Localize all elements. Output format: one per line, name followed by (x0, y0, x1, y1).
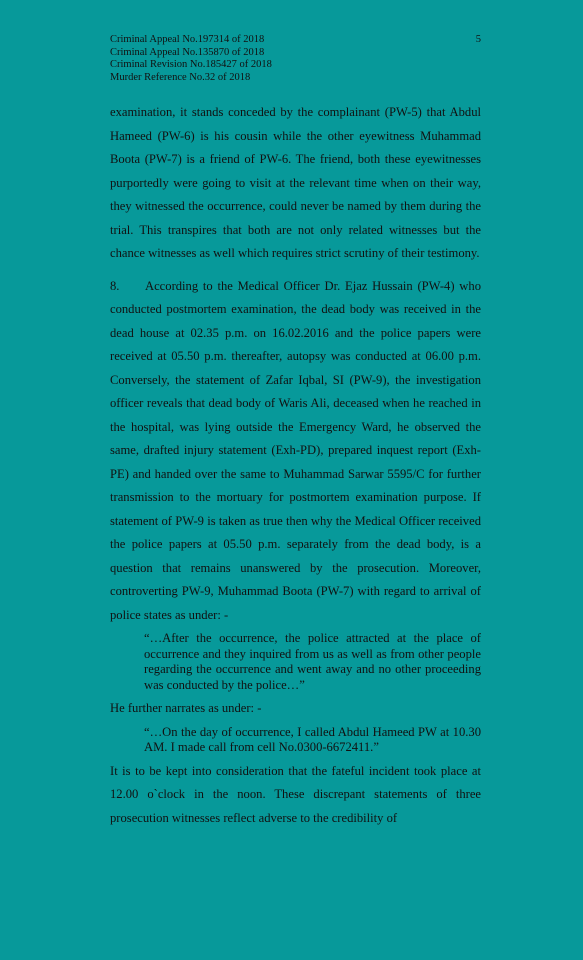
case-reference-line: Criminal Revision No.185427 of 2018 (110, 59, 272, 70)
block-quote-2: “…On the day of occurrence, I called Abdul Hameed PW at 10.30 AM. I made call from cell No.0300-6672411.” (144, 724, 481, 754)
page-content (110, 34, 481, 830)
paragraph-final: It is to be kept into consideration that the fateful incident took place at 12.00 o`clock in the noon. These discrepant statements of three prosecution witnesses reflect adverse to the credibility of (110, 763, 481, 825)
case-reference-line: Criminal Appeal No.135870 of 2018 (110, 46, 265, 58)
case-reference-line: Murder Reference No.32 of 2018 (110, 71, 251, 83)
paragraph-8-text: According to the Medical Officer Dr. Ejaz Hussain (PW-4) who conducted postmortem examination, the dead body was received in the dead house at 02.35 p.m. on 16.02.2016 and the police papers were received at 05.50 p.m. thereafter, autopsy was conducted at 06.00 p.m. Conversely, the statement of Zafar Iqbal, SI (PW-9), the investigation officer reveals that dead body of Waris Ali, deceased when he reached in the hospital, was lying outside the Emergency Ward, he observed the same, drafted injury statement (Exh-PD), prepared inquest report (Exh-PE) and handed over the same to Muhammad Sarwar 5595/C for further transmission to the mortuary for postmortem examination purpose. If statement of PW-9 is taken as true then why the Medical Officer received the police papers at 05.50 p.m. separately from the dead body, is a question that remains unanswered by the prosecution. Moreover, controverting PW-9, Muhammad Boota (PW-7) with regard to arrival of police states as under: - (110, 278, 481, 622)
case-header (110, 34, 481, 84)
page-number: 5 (475, 34, 481, 45)
paragraph-continued: examination, it stands conceded by the complainant (PW-5) that Abdul Hameed (PW-6) is his cousin while the other eyewitness Muhammad Boota (PW-7) is a friend of PW-6. The friend, both these eyewitnesses purportedly were going to visit at the relevant time when on their way, they witnessed the occurrence, could never be named by them during the trial. This transpires that both are not only related witnesses but the chance witnesses as well which requires strict scrutiny of their testimony. (110, 105, 481, 260)
block-quote-1: “…After the occurrence, the police attracted at the place of occurrence and they inquired from us as well as from other people regarding the occurrence and went away and no other proceeding was conducted by the police…” (144, 631, 481, 692)
quote-lead-in: He further narrates as under: - (110, 701, 262, 715)
paragraph-8 (110, 275, 481, 628)
case-reference-line: Criminal Appeal No.197314 of 2018 (110, 34, 265, 45)
paragraph-number: 8. (110, 278, 120, 293)
